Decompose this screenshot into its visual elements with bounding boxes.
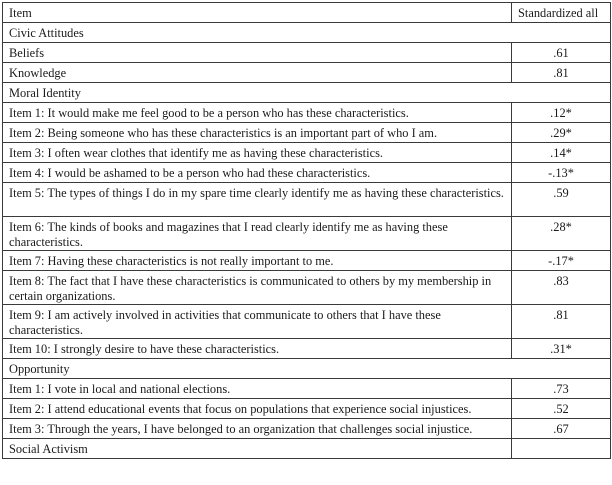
table-row — [3, 103, 611, 123]
row-item: Item 4: I would be ashamed to be a person who had these characteristics. — [3, 163, 512, 183]
header-standardized-all: Standardized all — [512, 3, 611, 23]
row-item: Item 2: I attend educational events that focus on populations that experience social injustices. — [3, 399, 512, 419]
section-title: Opportunity — [3, 359, 611, 379]
row-item: Item 2: Being someone who has these characteristics is an important part of who I am. — [3, 123, 512, 143]
table-row — [3, 183, 611, 217]
row-item: Item 3: I often wear clothes that identify me as having these characteristics. — [3, 143, 512, 163]
row-item: Item 5: The types of things I do in my spare time clearly identify me as having these characteristics. — [3, 183, 512, 217]
row-item: Item 9: I am actively involved in activities that communicate to others that I have these characteristics. — [3, 305, 512, 339]
row-item: Knowledge — [3, 63, 512, 83]
row-value: -.13* — [512, 163, 611, 183]
table-row — [3, 43, 611, 63]
table-row — [3, 379, 611, 399]
row-item: Beliefs — [3, 43, 512, 63]
row-value: -.17* — [512, 251, 611, 271]
row-item: Item 1: It would make me feel good to be a person who has these characteristics. — [3, 103, 512, 123]
row-value: .73 — [512, 379, 611, 399]
table-row — [3, 419, 611, 439]
row-value: .83 — [512, 271, 611, 305]
table-row — [3, 251, 611, 271]
row-value: .52 — [512, 399, 611, 419]
table-row — [3, 305, 611, 339]
table-row — [3, 143, 611, 163]
row-value: .67 — [512, 419, 611, 439]
row-item: Item 8: The fact that I have these characteristics is communicated to others by my membership in certain organizations. — [3, 271, 512, 305]
table-row — [3, 123, 611, 143]
row-value: .59 — [512, 183, 611, 217]
section-title: Civic Attitudes — [3, 23, 611, 43]
row-value: .14* — [512, 143, 611, 163]
section-title: Social Activism — [3, 439, 512, 459]
row-value: .12* — [512, 103, 611, 123]
row-value: .28* — [512, 217, 611, 251]
section-row-civic-attitudes — [3, 23, 611, 43]
section-row-social-activism — [3, 439, 611, 459]
table-row — [3, 399, 611, 419]
empty-value-cell — [512, 439, 611, 459]
row-item: Item 7: Having these characteristics is not really important to me. — [3, 251, 512, 271]
table-row — [3, 217, 611, 251]
row-item: Item 6: The kinds of books and magazines that I read clearly identify me as having these characteristics. — [3, 217, 512, 251]
table-row — [3, 63, 611, 83]
row-item: Item 10: I strongly desire to have these characteristics. — [3, 339, 512, 359]
row-value: .29* — [512, 123, 611, 143]
row-value: .31* — [512, 339, 611, 359]
row-item: Item 3: Through the years, I have belonged to an organization that challenges social injustice. — [3, 419, 512, 439]
header-item: Item — [3, 3, 512, 23]
row-item: Item 1: I vote in local and national elections. — [3, 379, 512, 399]
header-row — [3, 3, 611, 23]
loadings-table — [2, 2, 611, 459]
table-row — [3, 271, 611, 305]
section-row-moral-identity — [3, 83, 611, 103]
row-value: .81 — [512, 63, 611, 83]
table-row — [3, 339, 611, 359]
row-value: .81 — [512, 305, 611, 339]
section-title: Moral Identity — [3, 83, 611, 103]
table-row — [3, 163, 611, 183]
row-value: .61 — [512, 43, 611, 63]
section-row-opportunity — [3, 359, 611, 379]
